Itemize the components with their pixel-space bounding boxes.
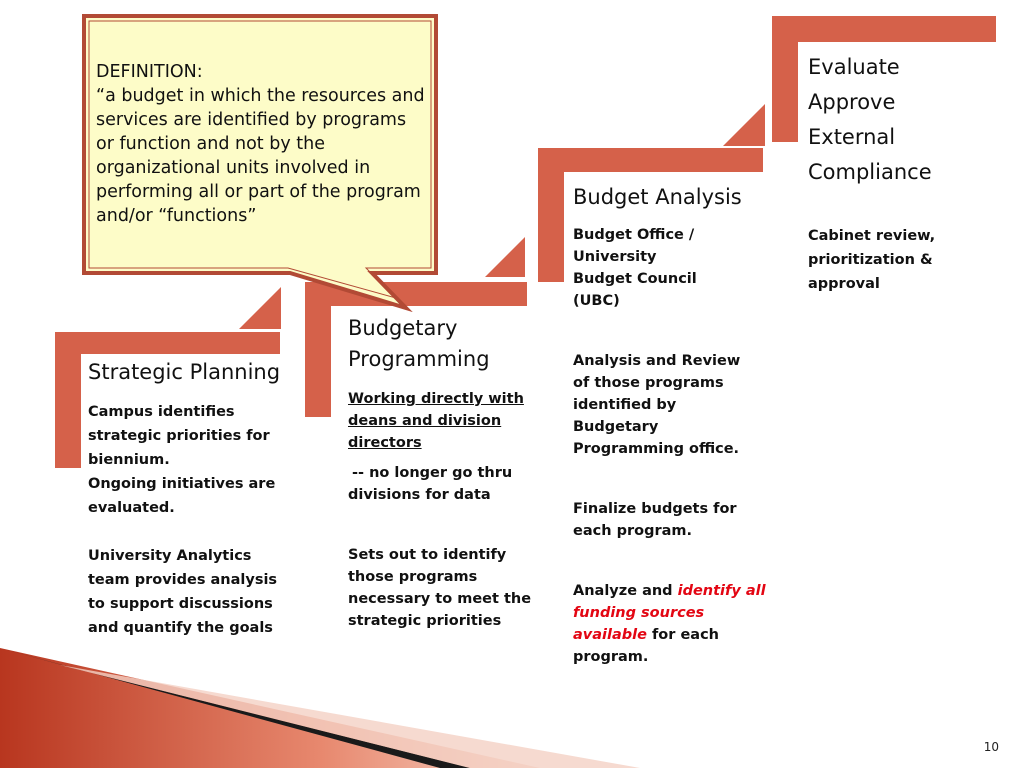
strategic-planning-body	[88, 400, 298, 640]
evaluate-title-line: Approve	[808, 90, 896, 114]
evaluate-title-line: External	[808, 125, 896, 149]
decorative-swoosh	[0, 640, 640, 768]
budget-analysis-title: Budget Analysis	[573, 185, 742, 209]
budgetary-programming-note: -- no longer go thru divisions for data	[348, 465, 513, 503]
budgetary-programming-underlined: Working directly with deans and division directors	[348, 391, 524, 451]
definition-text	[96, 60, 426, 228]
evaluate-title-line: Compliance	[808, 160, 932, 184]
budget-analysis-body	[573, 224, 773, 668]
budgetary-programming-title	[348, 313, 490, 375]
slide-number: 10	[983, 740, 999, 754]
budget-analysis-review: Analysis and Review of those programs identified by Budgetary Programming office.	[573, 353, 741, 457]
strategic-planning-line: Campus identifies strategic priorities for biennium.	[88, 404, 270, 468]
evaluate-body	[808, 224, 958, 296]
budget-analysis-finalize: Finalize budgets for each program.	[573, 501, 737, 539]
strategic-planning-title: Strategic Planning	[88, 360, 281, 384]
strategic-planning-line: University Analytics team provides analysis to support discussions and quantify the goals	[88, 548, 278, 636]
budget-analysis-analyze	[573, 580, 773, 668]
budgetary-programming-body	[348, 388, 533, 632]
evaluate-title	[808, 50, 932, 190]
budgetary-programming-title-line: Budgetary	[348, 316, 458, 340]
budgetary-programming-title-line: Programming	[348, 347, 490, 371]
budgetary-programming-detail: Sets out to identify those programs necessary to meet the strategic priorities	[348, 547, 532, 629]
evaluate-title-line: Evaluate	[808, 55, 900, 79]
evaluate-detail: Cabinet review, prioritization & approval	[808, 228, 936, 292]
definition-heading: DEFINITION:	[96, 62, 203, 82]
analyze-highlight: identify all funding sources available	[573, 583, 766, 643]
budget-analysis-office: Budget Office / University Budget Council (UBC)	[573, 227, 697, 309]
analyze-prefix: Analyze and	[573, 583, 678, 599]
analyze-suffix: for each program.	[573, 627, 719, 665]
definition-quote: “a budget in which the resources and services are identified by programs or function and not by the organizational units involved in performing all or part of the program and/or “functions”	[96, 86, 425, 226]
strategic-planning-line: Ongoing initiatives are evaluated.	[88, 476, 276, 516]
